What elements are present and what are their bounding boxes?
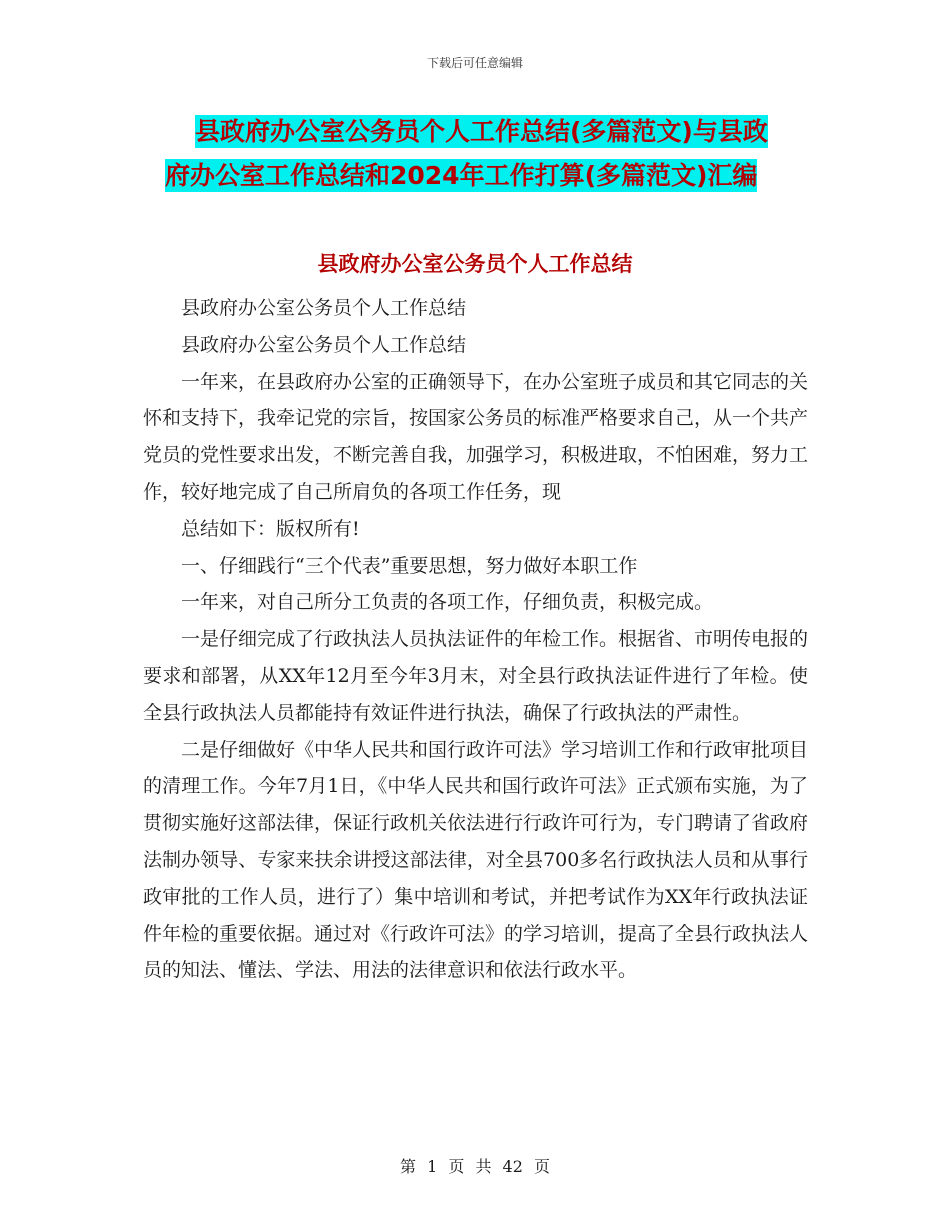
paragraph: 总结如下：版权所有! xyxy=(181,517,360,540)
paragraph: 二是仔细做好《中华人民共和国行政许可法》学习培训工作和行政审批项目的清理工作。今年7月1日，《中华人民共和国行政许可法》正式颁布实施，为了贯彻实施好这部法律，保证行政机关依法进行行政许可行为，专门聘请了省政府法制办领导、专家来扶余讲授这部法律，对全县700多名行政执法人员和从事行政审批的工作人员，进行了）集中培训和考试，并把考试作为XX年行政执法证件年检的重要依据。通过对《行政许可法》的学习培训，提高了全县行政执法人员的知法、懂法、学法、用法的法律意识和依法行政水平。 xyxy=(143,738,809,982)
document-title xyxy=(165,110,815,198)
paragraph: 一是仔细完成了行政执法人员执法证件的年检工作。根据省、市明传电报的要求和部署，从XX年12月至今年3月末，对全县行政执法证件进行了年检。使全县行政执法人员都能持有效证件进行执法，确保了行政执法的严肃性。 xyxy=(143,628,809,724)
title-line-2: 府办公室工作总结和2024年工作打算(多篇范文)汇编 xyxy=(165,161,758,190)
header-note: 下载后可任意编辑 xyxy=(426,56,523,70)
paragraph: 一、仔细践行“三个代表”重要思想，努力做好本职工作 xyxy=(181,554,638,577)
paragraph: 一年来，对自己所分工负责的各项工作，仔细负责，积极完成。 xyxy=(181,591,714,614)
body-text xyxy=(143,290,808,989)
paragraph: 一年来，在县政府办公室的正确领导下，在办公室班子成员和其它同志的关怀和支持下，我牵记党的宗旨，按国家公务员的标准严格要求自己，从一个共产党员的党性要求出发，不断完善自我，加强学习，积极进取，不怕困难，努力工作，较好地完成了自己所肩负的各项工作任务，现 xyxy=(143,370,809,503)
page-number: 第 1 页 共 42 页 xyxy=(400,1157,550,1176)
paragraph: 县政府办公室公务员个人工作总结 xyxy=(181,297,467,319)
title-line-1: 县政府办公室公务员个人工作总结(多篇范文)与县政 xyxy=(195,117,768,146)
paragraph: 县政府办公室公务员个人工作总结 xyxy=(181,333,467,356)
section-title: 县政府办公室公务员个人工作总结 xyxy=(317,252,633,276)
